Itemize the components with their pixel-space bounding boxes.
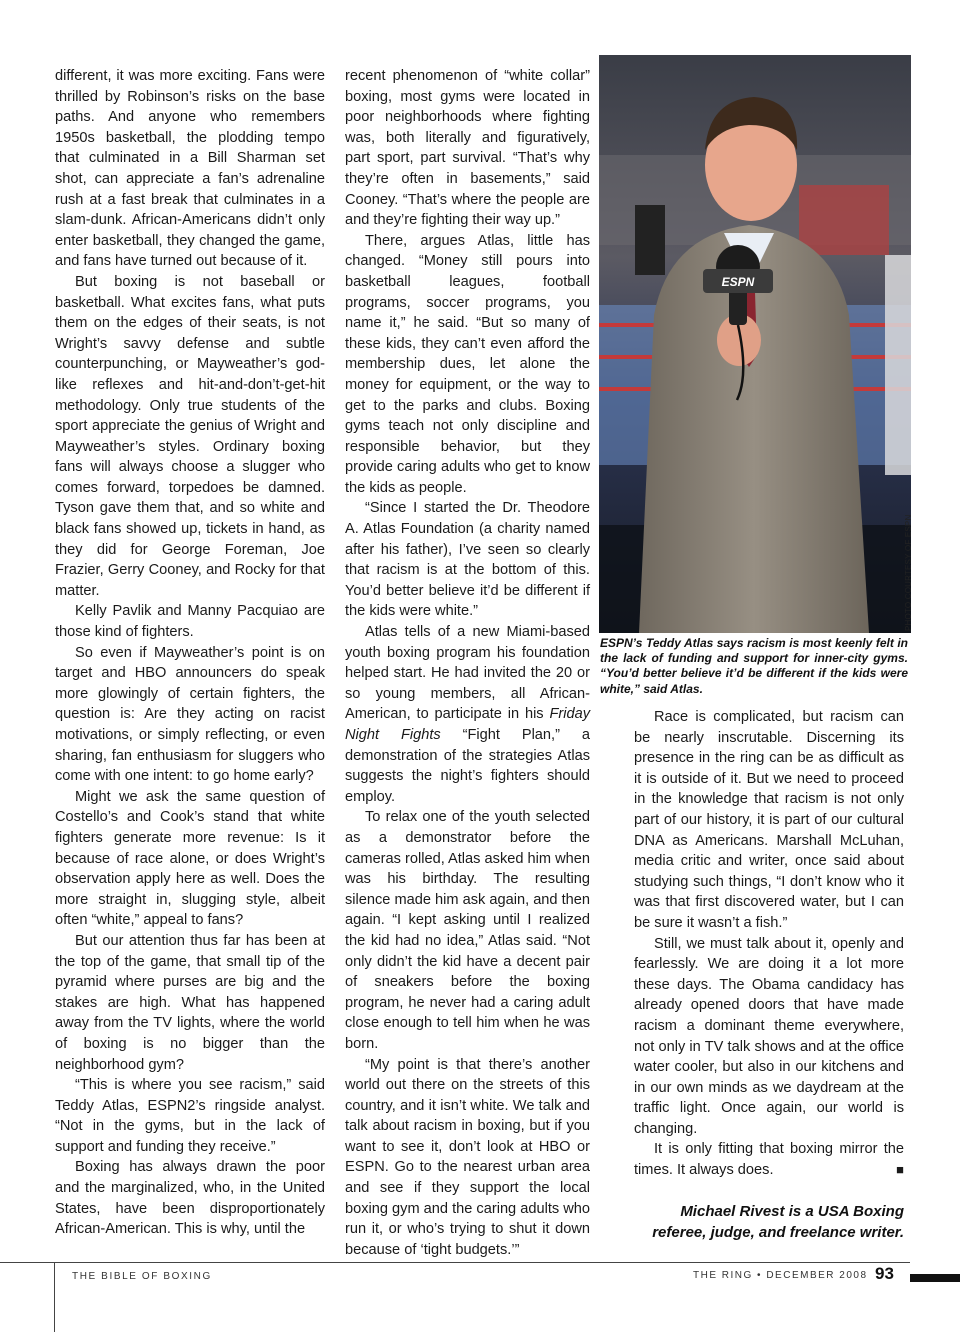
page-number: 93 [875, 1264, 894, 1283]
paragraph: Still, we must talk about it, openly and fearlessly. We are doing it a lot more these days. The Obama candidacy has already opened doors that have made racism a dominant theme everywhere, not only in TV talk shows and at the office water cooler, but also in our kitchens and in our own minds as we daydream at the traffic light. Once again, our world is changing. [634, 935, 904, 1137]
teddy-atlas-photo [599, 55, 911, 633]
paragraph: “This is where you see racism,” said Teddy Atlas, ESPN2’s ringside analyst. “Not in the gyms, but in the lack of support and funding they receive.” [55, 1077, 325, 1155]
paragraph: “Since I started the Dr. Theodore A. Atlas Foundation (a charity named after his father), I’ve seen so clearly that racism is at the bottom of this. You’d better believe it’d be different if the kids were white.” [345, 500, 590, 620]
byline-line: Michael Rivest is a USA Boxing [680, 1203, 904, 1220]
footer-vertical-rule [54, 1262, 55, 1332]
paragraph-final: It is only fitting that boxing mirror the times. It always does. ■ [634, 1139, 904, 1180]
paragraph: “My point is that there’s another world out there on the streets of this country, and it isn’t white. We talk and talk about racism in boxing, but if you want to see it, don’t look at HBO or ESPN. Go to the nearest urban area and see if they support the local boxing gym and the caring adults who run it, or who’s trying to shut it down because of ‘tight budgets.’” [345, 1056, 591, 1258]
footer-publication-tagline: THE BIBLE OF BOXING [72, 1271, 212, 1282]
article-column-1 [55, 66, 325, 1240]
footer-issue: THE RING • DECEMBER 2008 [693, 1270, 868, 1281]
photo-credit: PHOTO COURTESY OF ESPN [904, 514, 913, 631]
paragraph: But our attention thus far has been at the top of the game, that small tip of the pyramid where purses are big and the stakes are high. What has happened away from the TV lights, where the world of boxing is no bigger than the neighborhood gym? [55, 932, 325, 1073]
paragraph-text: Atlas tells of a new Miami-based youth boxing program his foundation helped start. He had invited the 20 or so young members, all African-American, to participate in his [345, 624, 590, 723]
show-title: Friday Night Fights [345, 706, 590, 743]
author-byline [634, 1201, 904, 1243]
article-column-2 [345, 66, 590, 1260]
mic-flag-logo: ESPN [721, 275, 755, 289]
photo-caption: ESPN’s Teddy Atlas says racism is most keenly felt in the lack of funding and support for inner-city gyms. “You’d better believe it’d be different if the kids were white,” said Atlas. [600, 636, 908, 696]
byline-line: referee, judge, and freelance writer. [652, 1224, 904, 1241]
paragraph: Race is complicated, but racism can be nearly inscrutable. Discerning its presence in the ring can be as difficult as it is outside of it. But we need to proceed in the knowledge that racism is not only part of our history, it is part of our cultural DNA as Americans. Marshall McLuhan, media critic and writer, once said about studying such things, “I don’t know who it was that first discovered water, but I can be sure it wasn’t a fish.” [634, 709, 904, 931]
paragraph: recent phenomenon of “white collar” boxing, most gyms were located in poor neighborhoods where fighting was, both literally and figuratively, part sport, part survival. “That’s why they’re often in basements,” said Cooney. “That’s where the people are and they’re fighting their way up.” [345, 68, 590, 229]
paragraph: Boxing has always drawn the poor and the marginalized, who, in the United States, have been disproportionately African-American. This is why, until the [55, 1159, 325, 1238]
paragraph: Might we ask the same question of Costello’s and Cook’s stand that white fighters generate more revenue: Is it because of race alone, or does Wright’s observation apply here as well. Does the more straight in, slugging style, albeit often “white,” appeal to fans? [55, 788, 325, 929]
paragraph: But boxing is not baseball or basketball. What excites fans, what puts them on the edges of their seats, is not Wright’s savvy defense and subtle counterpunching, or Mayweather’s god-like reflexes and hit-and-don’t-get-hit methodology. Only true students of the sport appreciate the genius of Wright and Mayweather’s styles. Ordinary boxing fans will always choose a slugger who comes forward, torpedoes be damned. Tyson gave them that, and so white and black fans showed up, tickets in hand, as they did for George Foreman, Joe Frazier, Gerry Cooney, and Rocky for that matter. [55, 273, 325, 599]
article-column-3 [634, 707, 904, 1181]
paragraph: So even if Mayweather’s point is on target and HBO announcers do speak more glowingly of certain fighters, the question is: Are they acting on racist motivations, or simply reflecting, or even sharing, fan enthusiasm for sluggers who come with one intent: to go home early? [55, 644, 325, 785]
paragraph-text: “Fight Plan,” a demonstration of the strategies Atlas suggests the night’s fighters should employ. [345, 727, 590, 805]
photo-illustration [599, 55, 911, 633]
paragraph: There, argues Atlas, little has changed. “Money still pours into basketball leagues, football programs, soccer programs, you name it,” he said. “But so many of these kids, they can’t even afford the membership dues, let alone the money for equipment, or the way to get to the parks and clubs. Boxing gyms teach not only discipline and responsible behavior, but they provide caring adults who get to know the kids as people. [345, 232, 590, 496]
footer-bar [910, 1274, 960, 1282]
paragraph: To relax one of the youth selected as a demonstrator before the cameras rolled, Atlas asked him when was his birthday. The resulting silence made him ask again, and then again. “I kept asking until I realized the kid had no idea,” Atlas said. “Not only didn’t the kid have a decent pair of sneakers before the boxing program, he never had a caring adult close enough to tell him when he was born. [345, 809, 591, 1052]
footer-rule [0, 1262, 910, 1263]
paragraph [345, 622, 590, 807]
paragraph: Kelly Pavlik and Manny Pacquiao are those kind of fighters. [55, 603, 325, 641]
paragraph: different, it was more exciting. Fans were thrilled by Robinson’s risks on the base paths. And anyone who remembers 1950s basketball, the plodding tempo that culminated in a Bill Sharman set shot, can appreciate a fan’s adrenaline rush at a fast break that culminates in a slam-dunk. African-Americans didn’t only enter basketball, they changed the game, and fans have turned out because of it. [55, 68, 325, 270]
